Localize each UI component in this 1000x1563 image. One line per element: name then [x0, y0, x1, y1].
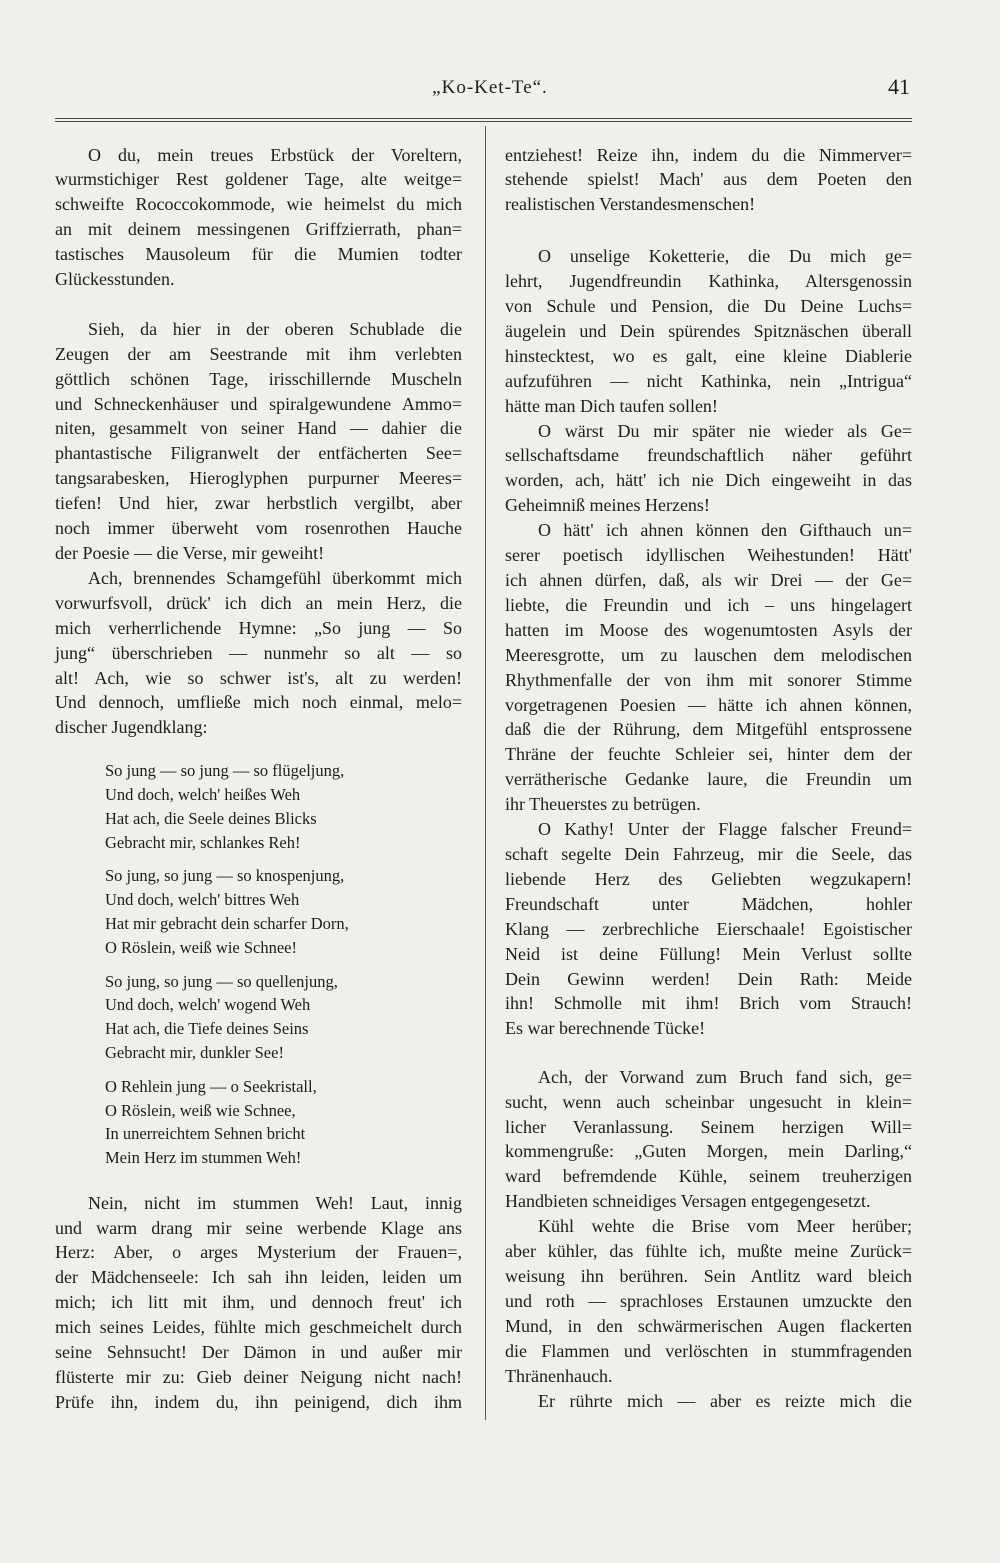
text-line: äugelein und Dein spürendes Spitznäschen überall	[505, 320, 912, 341]
text-line: die Flammen und verlöschten in stummfragenden	[505, 1340, 912, 1361]
page-number: 41	[888, 74, 910, 99]
paragraph	[55, 317, 462, 566]
poem-verse: Und doch, welch' heißes Weh	[105, 785, 301, 805]
text-line: ihr Theuerstes zu betrügen.	[505, 794, 701, 815]
paragraph	[505, 817, 912, 1041]
text-line: der Poesie — die Verse, mir geweiht!	[55, 542, 325, 563]
poem-stanza	[105, 759, 462, 854]
text-line: seine Sehnsucht! Der Dämon in und außer mir	[55, 1342, 462, 1363]
text-line: O hätt' ich ahnen können den Gifthauch un=	[538, 520, 912, 541]
text-line: an mit deinem messingenen Griffzierrath, phan=	[55, 219, 462, 240]
text-line: stehende spielst! Mach' aus dem Poeten den	[505, 169, 912, 190]
header-rule-lower	[55, 121, 912, 122]
text-line: und roth — sprachloses Erstaunen umzuckte den	[505, 1290, 912, 1311]
text-line: alt! Ach, wie so schwer ist's, alt zu werden!	[55, 667, 462, 688]
running-title: „Ko-Ket-Te“.	[432, 77, 548, 98]
paragraph	[505, 1389, 912, 1414]
text-line: der Mädchenseele: Ich sah ihn leiden, leiden um	[55, 1267, 462, 1288]
poem-stanza	[105, 970, 462, 1065]
text-line: Sieh, da hier in der oberen Schublade die	[88, 318, 462, 339]
text-line: kommengruße: „Guten Morgen, mein Darling,“	[505, 1141, 912, 1162]
poem-verse: So jung, so jung — so quellenjung,	[105, 971, 338, 991]
text-line: liebende Herz des Geliebten wegzukapern!	[505, 868, 912, 889]
text-line: Glückesstunden.	[55, 269, 175, 290]
text-line: phantastische Filigranwelt der entfächerten See=	[55, 443, 462, 464]
text-line: Prüfe ihn, indem du, ihn peinigend, dich ihm	[55, 1391, 462, 1412]
text-line: Freundschaft unter Mädchen, hohler	[505, 893, 912, 914]
text-line: Zeugen der am Seestrande mit ihm verlebten	[55, 343, 462, 364]
poem-verse: O Röslein, weiß wie Schnee!	[105, 937, 297, 957]
text-line: serer poetisch idyllischen Weihestunden! Hätt'	[505, 545, 912, 566]
poem-verse: Mein Herz im stummen Weh!	[105, 1148, 302, 1168]
text-line: mich; ich litt mit ihm, und dennoch freut' ich	[55, 1292, 462, 1313]
text-line: Dein Gewinn werden! Dein Rath: Meide	[505, 968, 912, 989]
text-line: Nein, nicht im stummen Weh! Laut, innig	[88, 1192, 462, 1213]
text-line: flüsterte mir zu: Gieb deiner Neigung nicht nach!	[55, 1367, 462, 1388]
text-line: aber kühler, das fühlte ich, mußte meine Zurück=	[505, 1241, 912, 1262]
text-line: O wärst Du mir später nie wieder als Ge=	[538, 420, 912, 441]
text-line: Ach, der Vorwand zum Bruch fand sich, ge=	[538, 1066, 912, 1087]
text-line: Mund, in den schwärmerischen Augen flackerten	[505, 1315, 912, 1336]
paragraph	[505, 518, 912, 817]
poem-verse: Hat ach, die Tiefe deines Seins	[105, 1019, 309, 1039]
left-column	[55, 143, 462, 1415]
text-line: tiefen! Und hier, zwar herbstlich vergilbt, aber	[55, 493, 462, 514]
text-line: Thräne der feuchte Schleier sei, hinter dem der	[505, 744, 912, 765]
poem-stanza	[105, 1075, 462, 1170]
text-line: vorwurfsvoll, drück' ich dich an mein Herz, die	[55, 592, 462, 613]
text-line: jung“ überschrieben — nunmehr so alt — so	[55, 642, 462, 663]
text-line: Handbieten schneidiges Versagen entgegengesetzt.	[505, 1191, 871, 1212]
text-line: und Schneckenhäuser und spiralgewundene Ammo=	[55, 393, 462, 414]
text-line: ward befremdende Kühle, seinem treuherzigen	[505, 1166, 912, 1187]
text-line: und warm drang mir seine werbende Klage ans	[55, 1217, 462, 1238]
text-line: O Kathy! Unter der Flagge falscher Freund=	[538, 819, 912, 840]
paragraph	[55, 566, 462, 740]
text-line: vorgetragenen Poesien — hätte ich ahnen können,	[505, 694, 912, 715]
paragraph	[505, 1065, 912, 1214]
text-line: Geheimniß meines Herzens!	[505, 495, 710, 516]
poem-verse: O Röslein, weiß wie Schnee,	[105, 1100, 296, 1120]
text-line: worden, ach, hätt' ich nie Dich eingeweiht in das	[505, 470, 912, 491]
text-line: Meeresgrotte, um zu lauschen dem melodischen	[505, 644, 912, 665]
text-line: sucht, wenn auch scheinbar ungesucht in klein=	[505, 1091, 912, 1112]
text-line: Kühl wehte die Brise vom Meer herüber;	[538, 1216, 912, 1237]
poem-stanza	[105, 864, 462, 959]
text-line: göttlich schönen Tage, irisschillernde Muscheln	[55, 368, 462, 389]
text-line: Herz: Aber, o arges Mysterium der Frauen=,	[55, 1242, 462, 1263]
text-line: schweifte Rococcokommode, wie heimelst du mich	[55, 194, 462, 215]
paragraph	[55, 1191, 462, 1415]
poem-verse: Hat ach, die Seele deines Blicks	[105, 808, 317, 828]
text-line: mich seines Leides, fühlte mich geschmeichelt durch	[55, 1317, 462, 1338]
text-line: noch immer überweht vom rosenrothen Hauche	[55, 518, 462, 539]
text-line: von Schule und Pension, die Du Deine Luchs=	[505, 296, 912, 317]
text-line: mich verherrlichende Hymne: „So jung — So	[55, 617, 462, 638]
text-line: weisung ihn berühren. Sein Antlitz ward bleich	[505, 1265, 912, 1286]
text-line: niten, gesammelt von seiner Hand — dahier die	[55, 418, 462, 439]
text-line: entziehest! Reize ihn, indem du die Nimmerver=	[505, 144, 912, 165]
poem-verse: Und doch, welch' wogend Weh	[105, 995, 311, 1015]
poem-verse: So jung, so jung — so knospenjung,	[105, 866, 345, 886]
poem-verse: Hat mir gebracht dein scharfer Dorn,	[105, 914, 349, 934]
text-line: ihn! Schmolle mit ihm! Brich vom Strauch!	[505, 993, 912, 1014]
text-line: verrätherische Gedanke laure, die Freundin um	[505, 769, 912, 790]
poem-verse: In unerreichtem Sehnen bricht	[105, 1124, 306, 1144]
text-line: Rhythmenfalle der von ihm mit sonorer Stimme	[505, 669, 912, 690]
column-divider	[485, 126, 486, 1420]
text-line: lehrt, Jugendfreundin Kathinka, Altersgenossin	[505, 271, 912, 292]
text-line: Thränenhauch.	[505, 1365, 613, 1386]
text-line: aufzuführen — nicht Kathinka, nein „Intrigua“	[505, 370, 912, 391]
text-line: licher Veranlassung. Seinem herzigen Will=	[505, 1116, 912, 1137]
poem	[55, 759, 462, 1170]
text-line: hinstecktest, wo es galt, eine kleine Diablerie	[505, 345, 912, 366]
poem-verse: So jung — so jung — so flügeljung,	[105, 761, 345, 781]
text-line: Klang — zerbrechliche Eierschaale! Egoistischer	[505, 918, 912, 939]
text-line: realistischen Verstandesmenschen!	[505, 194, 756, 215]
text-line: Er rührte mich — aber es reizte mich die	[538, 1390, 912, 1411]
paragraph	[505, 1214, 912, 1388]
paragraph	[505, 244, 912, 418]
text-line: tangsarabesken, Hieroglyphen purpurner Meeres=	[55, 468, 462, 489]
poem-verse: O Rehlein jung — o Seekristall,	[105, 1076, 317, 1096]
poem-verse: Gebracht mir, schlankes Reh!	[105, 832, 301, 852]
text-line: liebte, die Freundin und ich – uns hingelagert	[505, 594, 912, 615]
text-line: Und dennoch, umfließe mich noch einmal, melo=	[55, 692, 462, 713]
text-line: discher Jugendklang:	[55, 717, 208, 738]
poem-verse: Gebracht mir, dunkler See!	[105, 1043, 284, 1062]
text-line: Neid ist deine Füllung! Mein Verlust sollte	[505, 943, 912, 964]
header-rule-upper	[55, 118, 912, 119]
paragraph	[55, 143, 462, 292]
text-line: schaft segelte Dein Fahrzeug, mir die Seele, das	[505, 843, 912, 864]
text-line: O unselige Koketterie, die Du mich ge=	[538, 246, 912, 267]
text-line: tastisches Mausoleum für die Mumien todter	[55, 244, 462, 265]
paragraph-continued	[505, 143, 912, 218]
text-line: Ach, brennendes Schamgefühl überkommt mich	[88, 567, 462, 588]
paragraph	[505, 419, 912, 519]
text-line: daß die der Rührung, dem Mitgefühl entsprossene	[505, 719, 912, 740]
text-line: O du, mein treues Erbstück der Voreltern,	[88, 144, 462, 165]
text-line: sellschaftsdame freundschaftlich näher geführt	[505, 445, 912, 466]
poem-verse: Und doch, welch' bittres Weh	[105, 890, 300, 910]
right-column	[505, 143, 912, 1414]
text-line: ich ahnen dürfen, daß, als wir Drei — der Ge=	[505, 570, 912, 590]
text-line: wurmstichiger Rest goldener Tage, alte weitge=	[55, 169, 462, 190]
text-line: Es war berechnende Tücke!	[505, 1018, 706, 1039]
text-line: hätte man Dich taufen sollen!	[505, 395, 718, 416]
text-line: hatten im Moose des wogenumtosten Asyls der	[505, 619, 912, 640]
